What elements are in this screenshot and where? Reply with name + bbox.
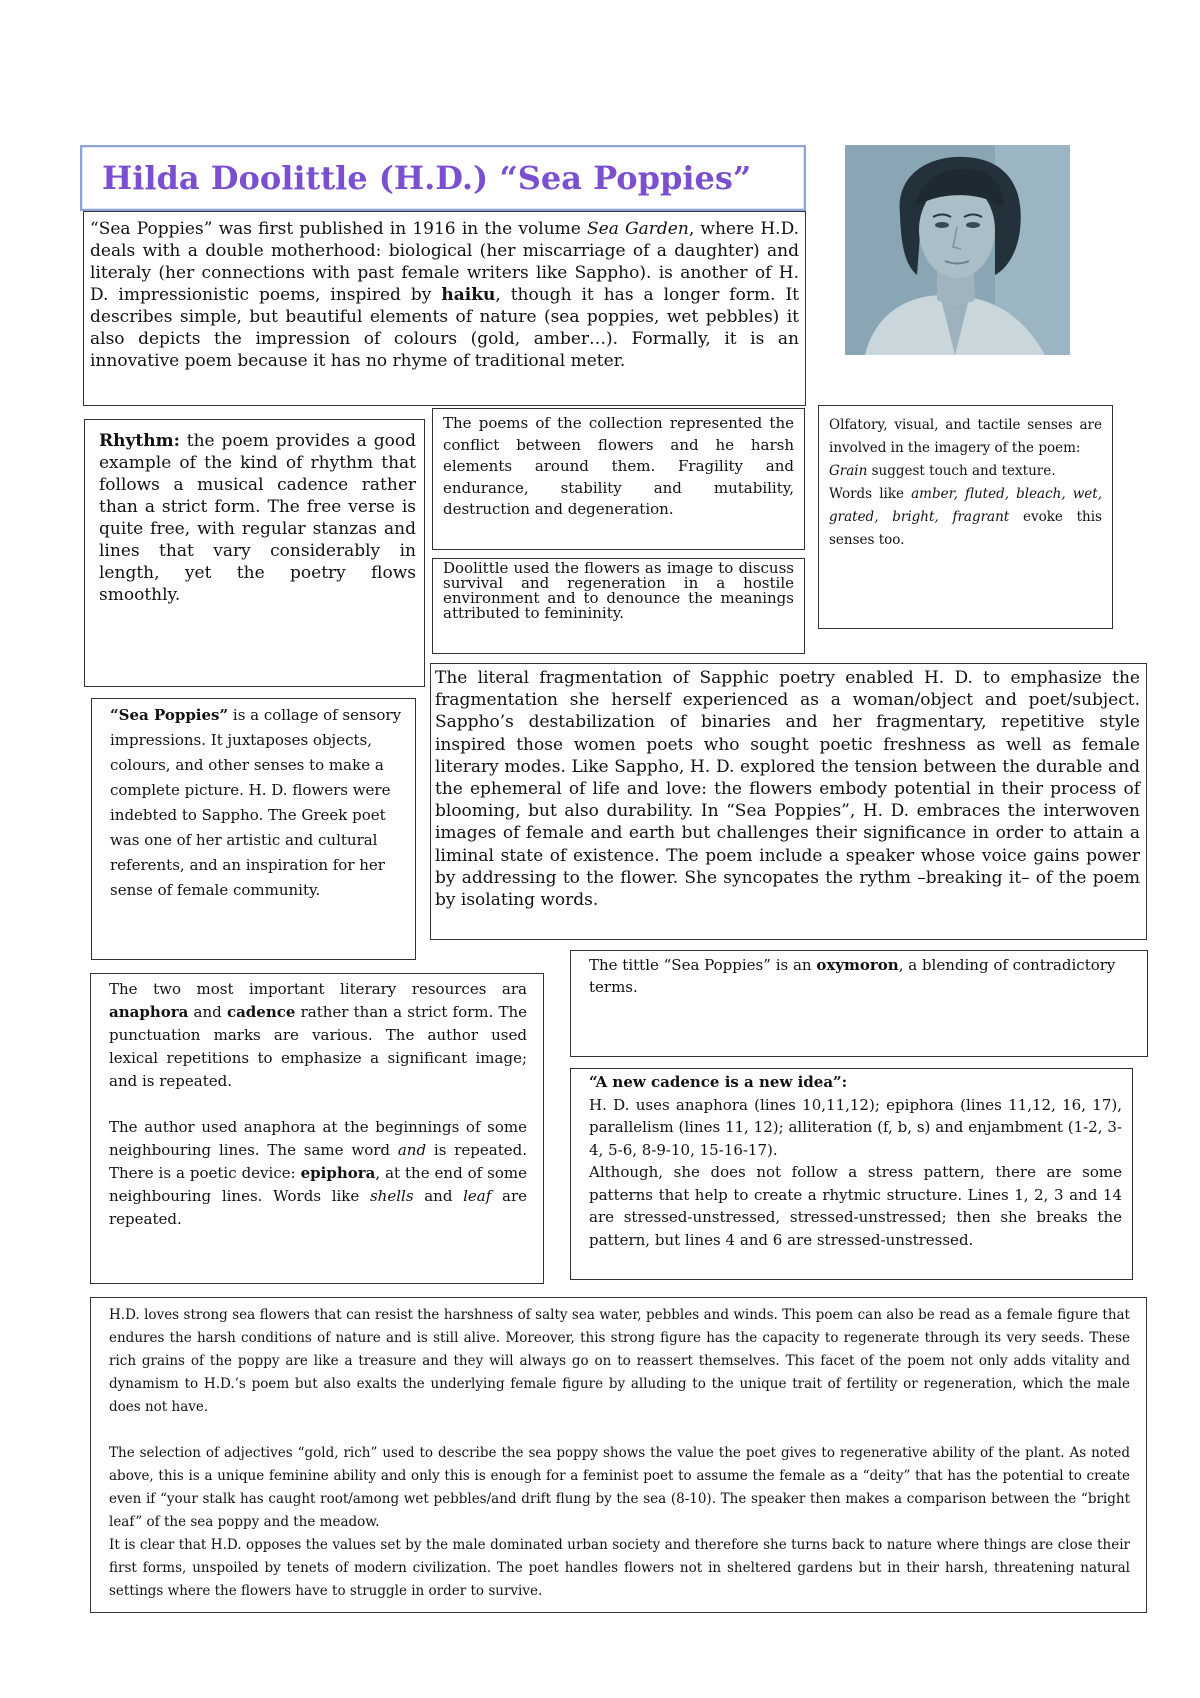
flowers-image-box — [432, 558, 805, 654]
resources-p1-text-2: and — [188, 1003, 227, 1021]
collage-text — [110, 703, 415, 903]
cadence-p2: Although, she does not follow a stress pattern, there are some patterns that help to create a rhytmic structure. Lines 1, 2, 3 and 14 are stressed-unstressed, stressed-unstressed; then she breaks the pattern, but lines 4 and 6 are stressed-unstressed. — [589, 1163, 1122, 1249]
fragmentation-text: The literal fragmentation of Sapphic poetry enabled H. D. to emphasize the fragmentation she herself experienced as a woman/object and poet/subject. Sappho’s destabilization of binaries and her fragmentary, repetitive style inspired those women poets who sought poetic freshness as well as female literary modes. Like Sappho, H. D. explored the tension between the durable and the ephemeral of life and love: the flowers embody potential in their process of blooming, but also durability. In “Sea Poppies”, H. D. embraces the interwoven images of female and earth but challenges their significance in order to attain a liminal state of existence. The poem include a speaker whose voice gains power by addressing to the flower. She syncopates the rythm –breaking it– of the poem by isolating words. — [435, 668, 1140, 911]
senses-box — [818, 405, 1113, 629]
intro-haiku: haiku — [441, 285, 496, 305]
senses-words: amber, fluted, bleach, wet, grated, bright, fragrant — [829, 486, 1103, 525]
resources-p2-text-4: and — [413, 1187, 464, 1205]
intro-text-2: , where H.D. deals with a double motherhood: biological (her miscarriage of a daughter) and literaly (her connections with past female writers like Sappho). is another of H. D. impressionistic poems, inspired by — [90, 219, 800, 305]
senses-text-3: Words like — [829, 486, 912, 502]
page-title: Hilda Doolittle (H.D.) “Sea Poppies” — [102, 159, 752, 197]
fragmentation-box — [430, 663, 1147, 940]
resources-leaf: leaf — [463, 1187, 492, 1205]
collage-bold: “Sea Poppies” — [110, 706, 229, 724]
resources-p2-text-3: , at the end of some neighbouring lines. Words like — [109, 1164, 527, 1205]
resources-cadence: cadence — [226, 1003, 296, 1021]
senses-text-1: Olfatory, visual, and tactile senses are involved in the imagery of the poem: — [829, 417, 1102, 456]
collage-body: is a collage of sensory impressions. It juxtaposes objects, colours, and other senses to make a complete picture. H. D. flowers were indebted to Sappho. The Greek poet was one of her artistic and cultural referents, and an inspiration for her sense of female community. — [110, 706, 402, 899]
resources-epiphora: epiphora — [300, 1164, 376, 1182]
resources-p2-text-2: is repeated. There is a poetic device: — [109, 1141, 527, 1182]
oxymoron-text-1: The tittle “Sea Poppies” is an — [589, 956, 817, 974]
cadence-box — [570, 1068, 1133, 1280]
resources-shells: shells — [369, 1187, 414, 1205]
title-box — [80, 145, 806, 211]
oxymoron-box — [570, 950, 1148, 1057]
collection-text: The poems of the collection represented the conflict between flowers and he harsh elements around them. Fragility and endurance, stability and mutability, destruction and degeneration. — [443, 414, 794, 518]
senses-text-4: evoke this senses too. — [829, 509, 1102, 548]
flowers-image-text: Doolittle used the flowers as image to discuss survival and regeneration in a hostile environment and to denounce the meanings attributed to femininity. — [443, 559, 794, 622]
cadence-heading-line — [589, 1071, 1122, 1094]
resources-p2 — [109, 1116, 527, 1231]
bottom-p1: H.D. loves strong sea flowers that can resist the harshness of salty sea water, pebbles and winds. This poem can also be read as a female figure that endures the harsh conditions of nature and is still alive. Moreover, this strong figure has the capacity to regenerate through its very seeds. These rich grains of the poppy are like a treasure and they will always go on to reassert themselves. This facet of the poem not only adds vitality and dynamism to H.D.’s poem but also exalts the underlying female figure by alluding to the unique trait of fertility or regeneration, which the male does not have. — [109, 1307, 1130, 1415]
collection-box — [432, 408, 805, 550]
intro-box — [83, 211, 806, 406]
portrait-photo — [845, 145, 1070, 355]
intro-text — [90, 218, 799, 372]
resources-p1-text-1: The two most important literary resources ara — [109, 980, 527, 998]
senses-text — [829, 414, 1102, 552]
rhythm-body: the poem provides a good example of the kind of rhythm that follows a musical cadence rather than a strict form. The free verse is quite free, with regular stanzas and lines that vary considerably in length, yet the poetry flows smoothly. — [99, 431, 416, 605]
resources-p2-text-5: are repeated. — [109, 1187, 527, 1228]
resources-p1-text-3: rather than a strict form. The punctuation marks are various. The author used lexical repetitions to emphasize a significant image; and is repeated. — [109, 1003, 527, 1090]
cadence-p1: H. D. uses anaphora (lines 10,11,12); epiphora (lines 11,12, 16, 17), parallelism (lines 11, 12); alliteration (f, b, s) and enjambment (1-2, 3-4, 5-6, 8-9-10, 15-16-17). — [589, 1095, 1122, 1159]
senses-grain: Grain — [829, 463, 868, 479]
resources-and: and — [397, 1141, 427, 1159]
portrait-image — [845, 145, 1070, 355]
senses-text-2: suggest touch and texture. — [867, 463, 1056, 479]
oxymoron-text — [589, 954, 1137, 998]
oxymoron-bold: oxymoron — [816, 956, 899, 974]
resources-p2-text-1: The author used anaphora at the beginnings of some neighbouring lines. The same word — [109, 1118, 527, 1159]
bottom-p2: The selection of adjectives “gold, rich” used to describe the sea poppy shows the value the poet gives to regenerative ability of the plant. As noted above, this is a unique feminine ability and only this is enough for a feminist poet to assume the female as a “deity” that has the potential to create even if “your stalk has caught root/among wet pebbles/and drift flung by the sea (8-10). The speaker then makes a comparison between the “bright leaf” of the sea poppy and the meadow. — [109, 1445, 1130, 1530]
intro-text-1: “Sea Poppies” was first published in 1916 in the volume — [90, 219, 588, 239]
bottom-box — [90, 1297, 1147, 1613]
collage-box — [91, 698, 416, 960]
cadence-heading: “A new cadence is a new idea”: — [589, 1073, 848, 1091]
intro-text-3: , though it has a longer form. It describes simple, but beautiful elements of nature (sea poppies, wet pebbles) it also depicts the impression of colours (gold, amber…). Formally, it is an innovative poem because it has no rhyme of traditional meter. — [90, 285, 799, 371]
rhythm-text — [99, 430, 416, 606]
resources-box — [90, 973, 544, 1284]
bottom-p3: It is clear that H.D. opposes the values set by the male dominated urban society and therefore she turns back to nature where things are close their first forms, unspoiled by tenets of modern civilization. The poet handles flowers not in sheltered gardens but in their harsh, threatening natural settings where the flowers have to struggle in order to survive. — [109, 1537, 1130, 1599]
resources-anaphora: anaphora — [109, 1003, 189, 1021]
intro-volume-title: Sea Garden — [587, 219, 689, 239]
rhythm-label: Rhythm: — [99, 431, 180, 451]
oxymoron-text-2: , a blending of contradictory terms. — [589, 956, 1116, 996]
rhythm-box — [84, 419, 425, 687]
resources-p1 — [109, 978, 527, 1093]
